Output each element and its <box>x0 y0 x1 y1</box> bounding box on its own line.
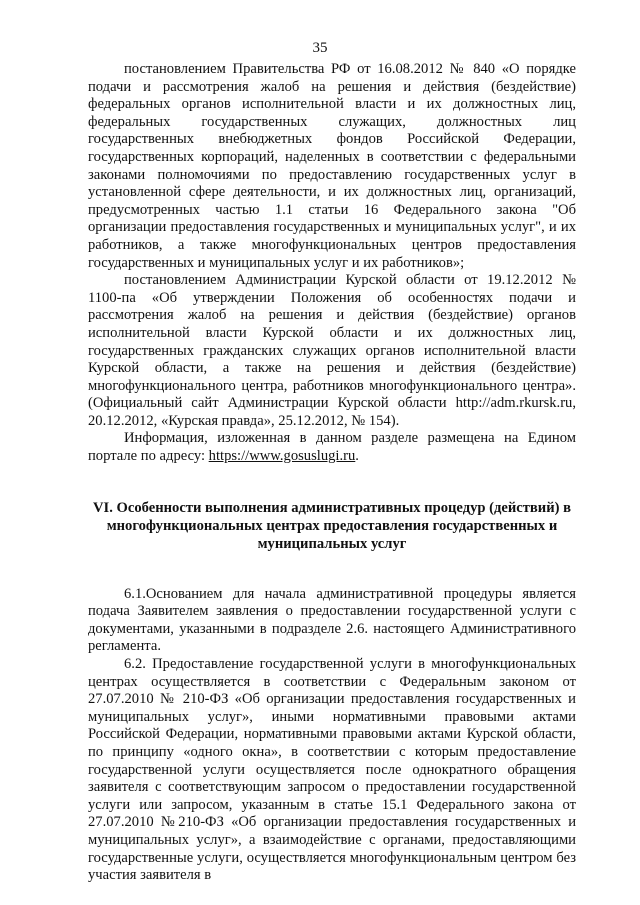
paragraph-6-2: 6.2. Предоставление государственной услуги в многофункциональных центрах осуществляется в соответствии с Федеральным законом от 27.07.2010 № 210-ФЗ «Об организации предоставления государственных и муниципальных услуг», иными нормативными правовыми актами Российской Федерации, нормативными правовыми актами Курской области, по принципу «одного окна», в соответствии с которым предоставление государственной услуги осуществляется после однократного обращения заявителя с соответствующим запросом о предоставлении государственной услуги или запросом, указанным в статье 15.1 Федерального закона от 27.07.2010 №210-ФЗ «Об организации предоставления государственных и муниципальных услуг», а взаимодействие с органами, предоставляющими государственные услуги, осуществляется многофункциональным центром без участия заявителя в <box>88 656 576 884</box>
section-heading: VI. Особенности выполнения административных процедур (действий) в многофункциональных центрах предоставления государственных и муниципальных услуг <box>93 499 571 552</box>
paragraph-portal-info <box>88 430 576 465</box>
paragraph-6-1: 6.1.Основанием для начала административной процедуры является подача Заявителем заявления о предоставлении государственной услуги с документами, указанными в подразделе 2.6. настоящего Административного регламента. <box>88 585 576 655</box>
paragraph-decree-1100: постановлением Администрации Курской области от 19.12.2012 № 1100-па «Об утверждении Положения об особенностях подачи и рассмотрения жалоб на решения и действия (бездействие) органов исполнительной власти Курской области и их должностных лиц, государственных гражданских служащих органов исполнительной власти Курской области, а также на решения и действия (бездействие) многофункционального центра, работников многофункционального центра». (Официальный сайт Администрации Курской области http://adm.rkursk.ru, 20.12.2012, «Курская правда», 25.12.2012, № 154). <box>88 272 576 429</box>
document-body <box>88 61 576 885</box>
page-number: 35 <box>312 40 328 56</box>
gosuslugi-link[interactable]: https://www.gosuslugi.ru <box>208 448 356 465</box>
paragraph-decree-840: постановлением Правительства РФ от 16.08.2012 № 840 «О порядке подачи и рассмотрения жалоб на решения и действия (бездействие) федеральных органов исполнительной власти и их должностных лиц, федеральных государственных служащих, должностных лиц государственных внебюджетных фондов Российской Федерации, государственных корпораций, наделенных в соответствии с федеральными законами полномочиями по предоставлению государственных услуг в установленной сфере деятельности, и их должностных лиц, организаций, предусмотренных частью 1.1 статьи 16 Федерального закона "Об организации предоставления государственных и муниципальных услуг", и их работников, а также многофункциональных центров предоставления государственных и муниципальных услуг и их работников»; <box>88 61 576 271</box>
portal-info-text: Информация, изложенная в данном разделе размещена на Едином портале по адресу: <box>88 430 576 465</box>
portal-info-end: . <box>355 448 359 465</box>
